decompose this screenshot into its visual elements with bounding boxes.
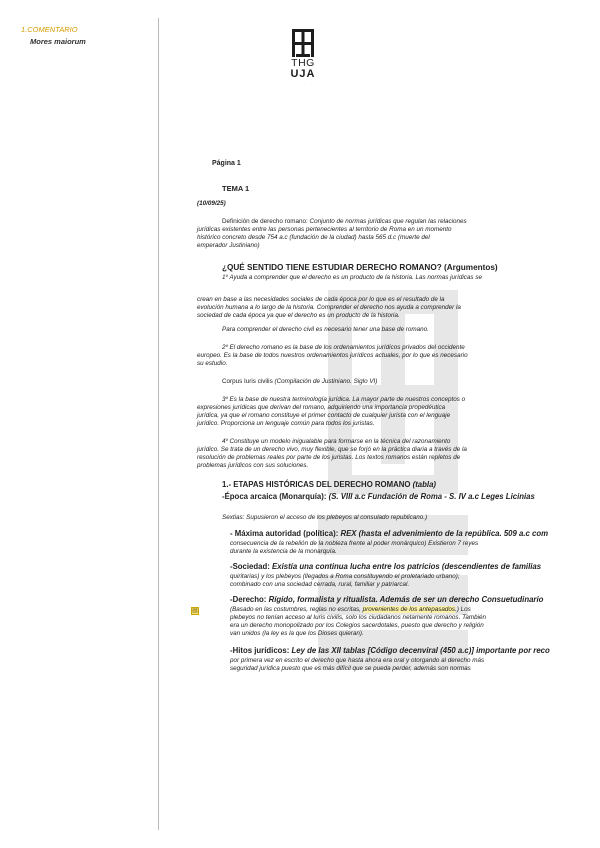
paragraph-line: quiritarias) y los plebeyos (llegados a Roma constituyendo el proletariado urbano); (230, 573, 460, 580)
document-page (197, 0, 600, 848)
paragraph-line: su estudio. (197, 360, 228, 367)
paragraph-line: sociedad de cada época ya que el derecho es un producto de la historia. (197, 312, 400, 319)
sidebar-divider (158, 18, 159, 830)
paragraph-line: 2º El derecho romano es la base de los ordenamientos jurídicos privados del occidente (222, 344, 465, 351)
paragraph-line: jurídico. Se trata de un derecho vivo, muy flexible, que se forjó en la práctica diaria a través de la (197, 446, 467, 453)
definition-line: Definición de derecho romano: Conjunto de normas jurídicas que regulan las relaciones (222, 218, 467, 225)
paragraph-line: seguridad jurídica puesto que es más difícil que se pueda perder, además son normas (230, 665, 471, 672)
paragraph-line: era un derecho monopolizado por los Colegios sacerdotales, puesto que derecho y religión (230, 622, 484, 629)
paragraph-line: van unidos (la ley es la que los Dioses quieran). (230, 630, 364, 637)
page-label: Página 1 (212, 160, 241, 167)
comment-marker-icon[interactable]: ▤ (192, 608, 198, 614)
paragraph-line: plebeyos no tenían acceso al Iuris civilis, solo los ciudadanos netamente romanos. También (230, 614, 486, 621)
sextias-line: Sextias: Supusieron el acceso de los plebeyos al consulado republicano.) (222, 514, 428, 521)
paragraph-line: crean en base a las necesidades sociales de cada época por lo que es el resultado de la (197, 296, 445, 303)
comment-sidebar (0, 0, 158, 848)
paragraph-line: problemas jurídicos con sus soluciones. (197, 462, 309, 469)
paragraph-line: combinado con una sociedad cerrada, rural, familiar y patriarcal. (230, 581, 410, 588)
logo-line-uja: UJA (290, 68, 316, 80)
logo-line-thg: THG (291, 57, 315, 69)
epoca-arcaica-line: -Época arcaica (Monarquía): (S. VIII a.c Fundación de Roma - S. IV a.c Leges Licinias (222, 492, 535, 501)
maxima-autoridad-line: - Máxima autoridad (política): REX (hasta el advenimiento de la república. 509 a.c com (230, 529, 549, 538)
paragraph-line: expresiones jurídicas que derivan del romano, adquiriendo una importancia propedéutica (197, 404, 446, 411)
logo-tagline: · · · · · · (286, 81, 320, 85)
paragraph-line: 3º Es la base de nuestra terminología jurídica. La mayor parte de nuestros conceptos o (222, 396, 466, 403)
tema-heading: TEMA 1 (222, 184, 250, 193)
definition-line: jurídicas existentes entre las personas pertenecientes al territorio de Roma en un momento (197, 226, 452, 233)
definition-line: histórico concreto desde 754 a.c (fundación de la ciudad) hasta 565 d.c (muerte del (197, 234, 430, 241)
argument-line: 1º Ayuda a comprender que el derecho es un producto de la historia. Las normas jurídicas se (222, 274, 482, 281)
paragraph-line: 4º Constituye un modelo inigualable para formarse en la técnica del razonamiento (222, 438, 451, 445)
definition-line: emperador Justiniano) (197, 242, 260, 249)
highlighted-text[interactable]: provenientes de los antepasados (362, 606, 456, 613)
paragraph-line: consecuencia de la rebelión de la nobleza frente al poder monárquico) Existieron 7 reyes (230, 540, 479, 547)
paragraph-line: evolución humana a lo largo de la historia. Comprender el derecho nos ayuda a comprender la (197, 304, 461, 311)
paragraph-line: europeo. Es la base de todos nuestros ordenamientos jurídicos actuales, por lo que es necesario (197, 352, 468, 359)
paragraph-line: resolución de problemas reales por parte de los juristas. Los textos romanos están repletos de (197, 454, 461, 461)
paragraph-line: jurídica, ya que el romano constituye el primer contacto de cualquier jurista con el lenguaje (197, 412, 451, 419)
comment-title[interactable]: 1.COMENTARIO (21, 25, 78, 34)
sociedad-line: -Sociedad: Existía una continua lucha entre los patricios (descendientes de familias (230, 562, 542, 571)
comment-text[interactable]: Mores maiorum (30, 37, 86, 46)
derecho-detail-line: (Basado en las costumbres, reglas no escritas, provenientes de los antepasados.) Los (230, 606, 471, 613)
date-label: (10/09/25) (197, 200, 226, 207)
question-heading: ¿QUÉ SENTIDO TIENE ESTUDIAR DERECHO ROMANO? (Argumentos) (222, 263, 498, 272)
paragraph-line: por primera vez en escrito el derecho que hasta ahora era oral y otorgando al derecho más (230, 657, 485, 664)
paragraph-line: Para comprender el derecho civil es necesario tener una base de romano. (222, 326, 429, 333)
corpus-line: Corpus Iuris civilis (Compilación de Justiniano. Siglo VI) (222, 378, 378, 385)
paragraph-line: jurídico. Proporciona un lenguaje común para todos los juristas. (197, 420, 375, 427)
etapas-heading: 1.- ETAPAS HISTÓRICAS DEL DERECHO ROMANO (tabla) (222, 480, 437, 489)
derecho-line: -Derecho: Rígido, formalista y ritualista. Además de ser un derecho Consuetudinario (230, 595, 544, 604)
hitos-line: -Hitos jurídicos: Ley de las XII tablas [Código decenviral (450 a.c)] importante por reco (230, 646, 550, 655)
paragraph-line: durante la existencia de la monarquía. (230, 548, 337, 555)
